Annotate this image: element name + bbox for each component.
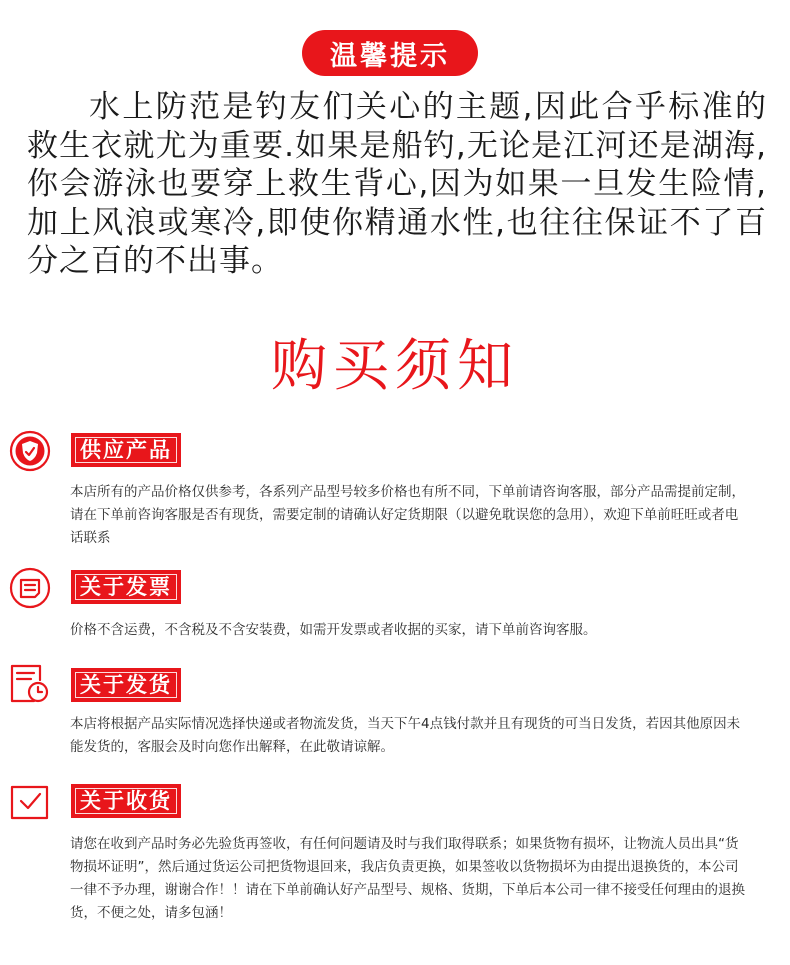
section-label-invoice: 关于发票 — [71, 570, 181, 604]
document-clock-icon — [9, 663, 51, 705]
section-text-invoice: 价格不含运费，不含税及不含安装费，如需开发票或者收据的买家，请下单前咨询客服。 — [70, 622, 597, 638]
tip-paragraph: 水上防范是钓友们关心的主题,因此合乎标准的救生衣就尤为重要.如果是船钓,无论是江河还是湖海,你会游泳也要穿上救生背心,因为如果一旦发生险情,加上风浪或寒冷,即使你精通水性,也往往保证不了百分之百的不出事。 — [27, 89, 767, 279]
section-text-receiving: 请您在收到产品时务必先验货再签收，有任何问题请及时与我们取得联系；如果货物有损坏，让物流人员出具“货物损坏证明”，然后通过货运公司把货物退回来，我店负责更换，如果签收以货物损坏为由提出退换货的，本公司一律不予办理，谢谢合作！！请在下单前确认好产品型号、规格、货期，下单后本公司一律不接受任何理由的退换货，不便之处，请多包涵！ — [70, 836, 745, 921]
section-label-receiving: 关于收货 — [71, 784, 181, 818]
section-label-shipping: 关于发货 — [71, 668, 181, 702]
purchase-notice-title: 购买须知 — [271, 334, 519, 399]
tip-title-badge: 温馨提示 — [302, 30, 478, 76]
invoice-icon — [9, 567, 51, 609]
section-text-supply: 本店所有的产品价格仅供参考，各系列产品型号较多价格也有所不同，下单前请咨询客服，部分产品需提前定制，请在下单前咨询客服是否有现货，需要定制的请确认好定货期限（以避免耽误您的急用），欢迎下单前旺旺或者电话联系 — [70, 484, 745, 546]
checkbox-icon — [9, 781, 51, 823]
section-label-supply: 供应产品 — [71, 433, 181, 467]
shield-icon — [9, 430, 51, 472]
section-text-shipping: 本店将根据产品实际情况选择快递或者物流发货，当天下午4点钱付款并且有现货的可当日发货，若因其他原因未能发货的，客服会及时向您作出解释，在此敬请谅解。 — [70, 716, 741, 755]
